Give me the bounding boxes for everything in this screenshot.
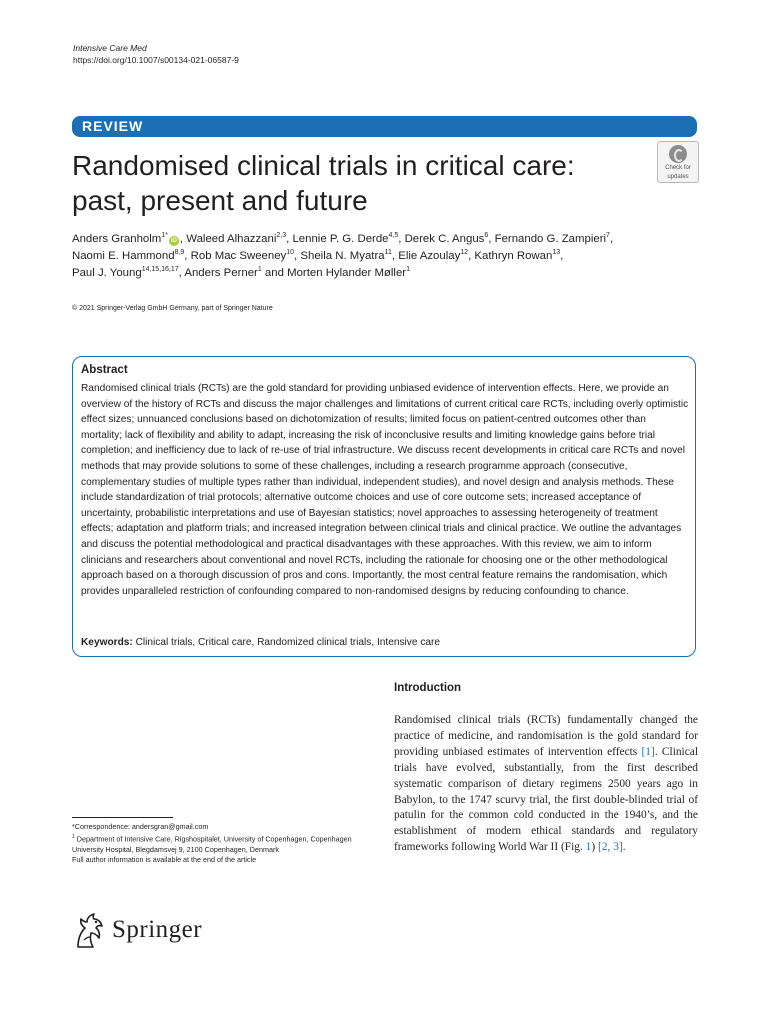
author-name: Derek C. Angus [404, 233, 485, 245]
footnote-divider [72, 817, 173, 818]
update-icon [669, 145, 687, 163]
author-name: Elie Azoulay [398, 250, 461, 262]
author-affiliation: 12 [460, 249, 469, 257]
springer-horse-icon [72, 912, 106, 950]
orcid-icon[interactable]: iD [170, 238, 177, 244]
author-name: Anders Granholm [72, 233, 162, 245]
author-affiliation: 14,15,16,17 [141, 266, 179, 274]
check-updates-line1: Check for [665, 165, 691, 171]
author-name: Sheila N. Myatra [300, 250, 385, 262]
journal-name: Intensive Care Med [73, 43, 147, 53]
abstract-text: Randomised clinical trials (RCTs) are the gold standard for providing unbiased evidence of intervention effects. Here, we provide an overview of the history of RCTs and discuss the major challenges and limitations of current critical care RCTs, including overly optimistic effect sizes; unnuanced conclusions based on dichotomization of results; limited focus on patient-centred outcomes other than mortality; lack of flexibility and ability to adapt, increasing the risk of inconclusive results and limiting knowledge gains before trial completion; and inefficiency due to lack of re-use of trial infrastructure. We discuss recent developments in critical care RCTs and novel methods that may provide solutions to some of these challenges, including a research programme approach (consecutive, complementary studies of multiple types rather than individual, independent studies), and novel design and analysis methods. These include standardization of trial protocols; alternative outcome choices and use of core outcome sets; increased acceptance of uncertainty, probabilistic interpretations and use of Bayesian statistics; novel approaches to assessing heterogeneity of treatment effects; adaptation and platform trials; and increased integration between clinical trials and clinical practice. We outline the advantages and discuss the potential methodological and practical disadvantages with these approaches. With this review, we aim to inform clinicians and researchers about conventional and novel RCTs, including the rationale for choosing one or the other methodological approach based on a thorough discussion of pros and cons. Importantly, the most central feature remains the randomisation, which provides unparalleled restriction of confounding compared to non-randomised designs by reducing confounding to chance. [81, 383, 689, 597]
author-name: Fernando G. Zampieri [494, 233, 607, 245]
intro-text: ) [591, 841, 599, 854]
correspondence: *Correspondence: andersgran@gmail.com [72, 822, 209, 831]
author-name: Kathryn Rowan [474, 250, 553, 262]
author-affiliation: 10 [286, 249, 295, 257]
author-affiliation: 1 [257, 266, 262, 274]
intro-text: Randomised clinical trials (RCTs) fundamentally changed the practice of medicine, and randomisation is the gold standard for providing unbiased estimates of intervention effects [394, 714, 698, 758]
affiliation-text: Department of Intensive Care, Rigshospitalet, University of Copenhagen, Copenhagen University Hospital, Blegdamsvej 9, 2100 Copenhagen, Denmark [72, 834, 352, 854]
check-updates-line2: updates [667, 173, 689, 180]
author-name: Waleed Alhazzani [186, 233, 277, 245]
intro-text: . Clinical trials have evolved, substantially, from the first described systematic comparison of dietary regimens 2500 years ago in Babylon, to the 1747 scurvy trial, the first double-blinded trial of patulin for the common cold conducted in the 1940’s, and the establishment of modern ethical standards and regulatory frameworks following World War II (Fig. [394, 745, 698, 854]
author-affiliation: 11 [384, 249, 392, 257]
author-name: Lennie P. G. Derde [292, 233, 389, 245]
intro-text: . [622, 841, 626, 854]
author-name: Naomi E. Hammond [72, 250, 175, 262]
author-affiliation: 2,3 [276, 232, 287, 240]
author-affiliation: 8,9 [174, 249, 185, 257]
article-type-banner [72, 116, 697, 137]
section-heading: Introduction [394, 682, 462, 694]
author-affiliation: 7 [606, 232, 610, 240]
author-list: Anders Granholm$^{1*}$iD , Waleed Alhazzani$^{2,3}$, Lennie P. G. Derde$^{4,5}$, Derek C. Angus$^6$, Fernando G. Zampieri$^7$, Naomi E. Hammond$^{8,9}$, Rob Mac Sweeney$^{10}$, Sheila N. Myatra$^{11}$, Elie Azoulay$^{12}$, Kathryn Rowan$^{13}$, Paul J. Young$^{14,15,16,17}$, Anders Perner$^1$ and Morten Hylander Møller$^1$ [72, 232, 614, 279]
author-affiliation: 4,5 [388, 232, 399, 240]
author-affiliation: 1 [406, 266, 410, 274]
author-affiliation: 13 [552, 249, 561, 257]
full-author-info: Full author information is available at the end of the article [72, 855, 257, 865]
title-line-2: past, present and future [72, 185, 368, 216]
author-affiliation: 1* [161, 232, 168, 240]
author-name: Morten Hylander Møller [287, 267, 407, 279]
publisher-name: Springer [112, 916, 203, 943]
keywords-line [81, 636, 440, 650]
article-title [72, 148, 632, 218]
keywords-label: Keywords: [81, 637, 133, 648]
doi-link[interactable]: https://doi.org/10.1007/s00134-021-06587-9 [73, 55, 239, 65]
figure-link[interactable]: 1 [585, 841, 592, 854]
keywords-list: Clinical trials, Critical care, Randomized clinical trials, Intensive care [135, 637, 441, 648]
abstract-heading: Abstract [81, 364, 128, 376]
affiliation [72, 832, 372, 855]
check-for-updates-badge[interactable] [657, 141, 699, 183]
title-line-1: Randomised clinical trials in critical care: [72, 150, 575, 181]
author-name: Paul J. Young [72, 267, 142, 279]
footnotes [72, 822, 372, 866]
reference-link[interactable]: [1] [641, 745, 655, 758]
article-type-label: REVIEW [82, 118, 144, 134]
author-affiliation: 6 [484, 232, 489, 240]
reference-link[interactable]: [2, 3] [598, 841, 623, 854]
copyright-notice: © 2021 Springer-Verlag GmbH Germany, part of Springer Nature [72, 305, 273, 312]
author-name: Rob Mac Sweeney [190, 250, 287, 262]
introduction-paragraph [394, 713, 698, 856]
journal-header [73, 42, 239, 66]
affiliation-number: 1 [72, 834, 75, 841]
author-name: Anders Perner [184, 267, 258, 279]
